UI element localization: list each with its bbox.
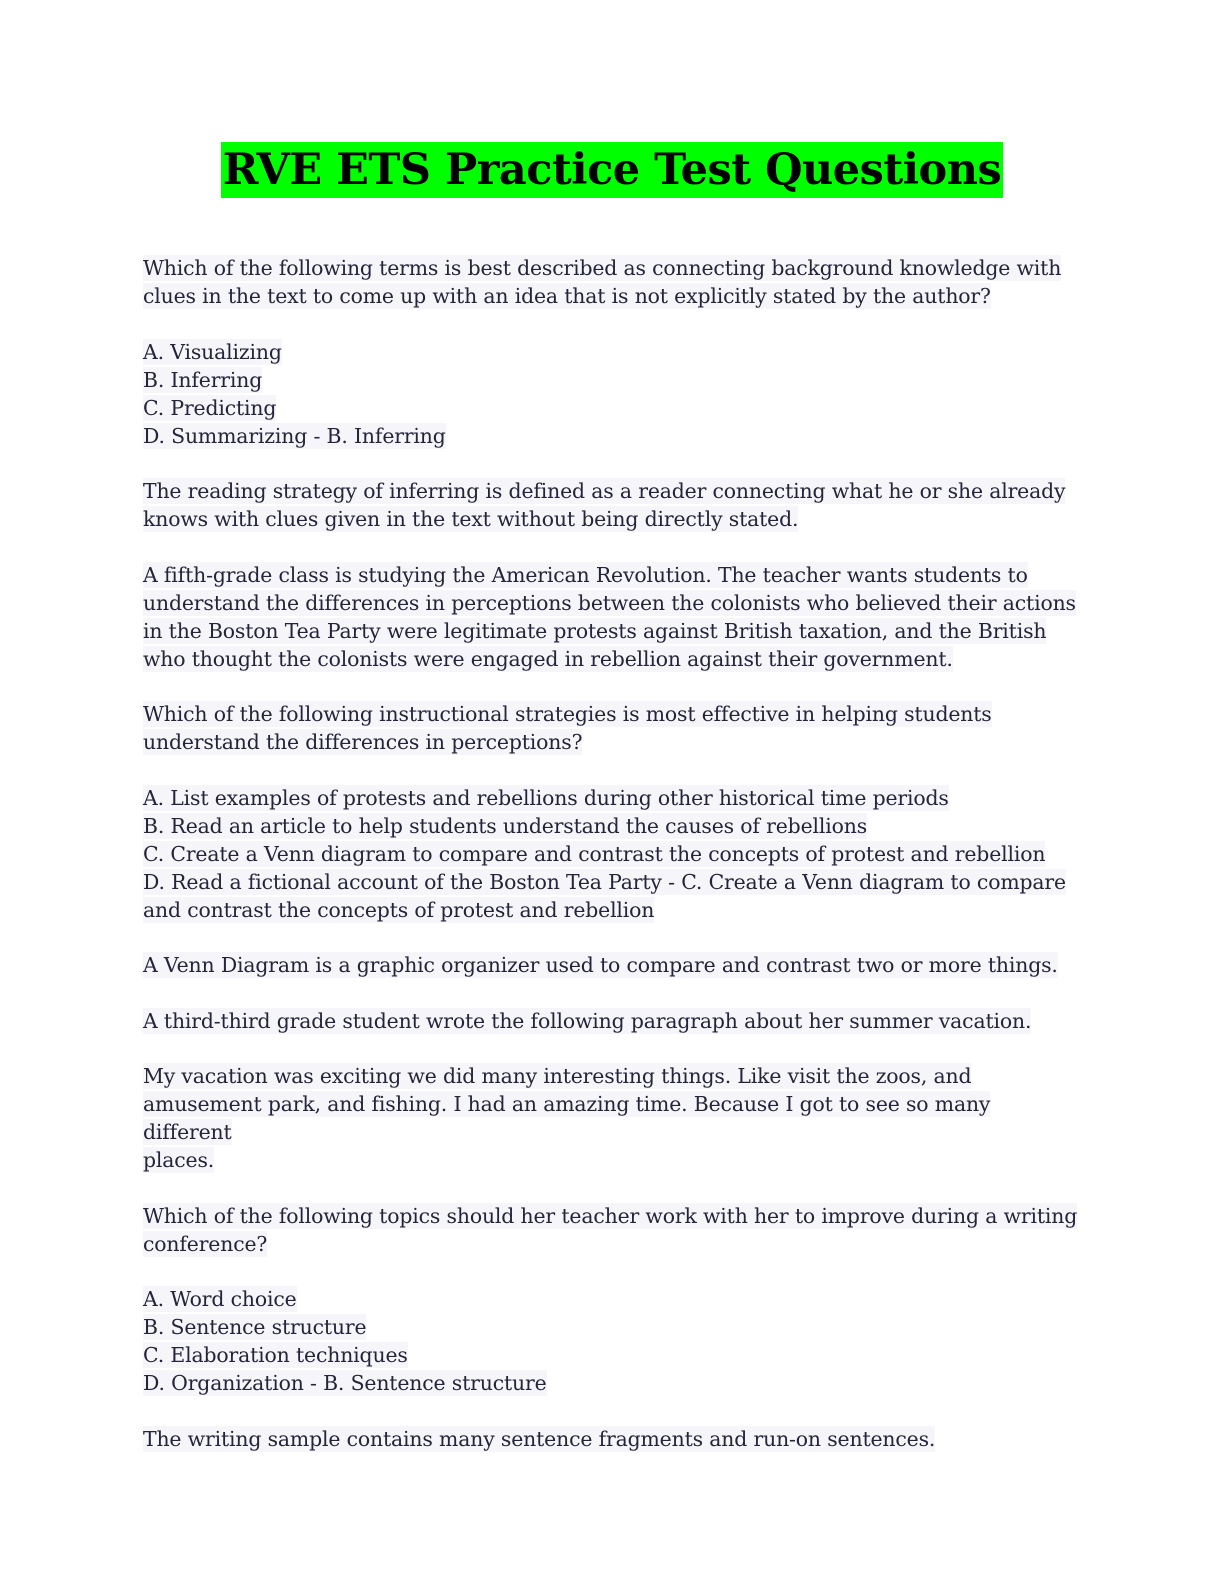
text-line xyxy=(143,645,1083,673)
text-line xyxy=(143,422,1083,450)
text-line xyxy=(143,784,1083,812)
paragraph xyxy=(143,561,1083,673)
text-line xyxy=(143,1090,1083,1146)
text-line xyxy=(143,1285,1083,1313)
text-line-content: A. Word choice xyxy=(143,1287,297,1311)
text-line xyxy=(143,700,1083,728)
text-line-content: C. Predicting xyxy=(143,395,277,420)
text-line xyxy=(143,951,1083,979)
text-line-content: knows with clues given in the text without being directly stated. xyxy=(143,507,799,531)
paragraph xyxy=(143,784,1083,924)
text-line-content: understand the differences in perceptions between the colonists who believed their actions xyxy=(143,590,1076,615)
text-line xyxy=(143,1007,1083,1035)
text-line xyxy=(143,1202,1083,1230)
text-line-content: clues in the text to come up with an idea that is not explicitly stated by the author? xyxy=(143,284,991,308)
text-line-content: A. Visualizing xyxy=(143,339,282,364)
text-line-content: A. List examples of protests and rebellions during other historical time periods xyxy=(143,785,949,810)
text-line xyxy=(143,617,1083,645)
text-line-content: B. Read an article to help students understand the causes of rebellions xyxy=(143,813,868,838)
text-line xyxy=(143,282,1083,310)
paragraph xyxy=(143,254,1083,310)
text-line-content: The reading strategy of inferring is defined as a reader connecting what he or she already xyxy=(143,479,1066,503)
text-line xyxy=(143,338,1083,366)
text-line xyxy=(143,366,1083,394)
text-line-content: Which of the following instructional strategies is most effective in helping students xyxy=(143,702,992,726)
text-line xyxy=(143,505,1083,533)
text-line-content: amusement park, and fishing. I had an amazing time. Because I got to see so many different xyxy=(143,1092,991,1144)
paragraph xyxy=(143,700,1083,756)
text-line xyxy=(143,394,1083,422)
text-line-content: Which of the following topics should her teacher work with her to improve during a writing xyxy=(143,1203,1078,1228)
text-line-content: who thought the colonists were engaged in rebellion against their government. xyxy=(143,646,953,671)
title-container xyxy=(0,142,1224,198)
text-line-content: conference? xyxy=(143,1231,268,1256)
paragraph xyxy=(143,477,1083,533)
text-line-content: Which of the following terms is best described as connecting background knowledge with xyxy=(143,256,1062,280)
text-line xyxy=(143,868,1083,896)
paragraph xyxy=(143,1285,1083,1397)
text-line-content: D. Read a fictional account of the Boston Tea Party - C. Create a Venn diagram to compare xyxy=(143,869,1066,894)
text-line-content: places. xyxy=(143,1148,215,1172)
page-title: RVE ETS Practice Test Questions xyxy=(221,142,1003,198)
text-line-content: understand the differences in perceptions? xyxy=(143,730,583,754)
text-line-content: in the Boston Tea Party were legitimate protests against British taxation, and the British xyxy=(143,618,1047,643)
text-line-content: C. Elaboration techniques xyxy=(143,1343,408,1367)
text-line xyxy=(143,1369,1083,1397)
text-line-content: A third-third grade student wrote the following paragraph about her summer vacation. xyxy=(143,1008,1032,1033)
text-line xyxy=(143,1146,1083,1174)
text-line-content: The writing sample contains many sentence fragments and run-on sentences. xyxy=(143,1426,936,1451)
text-line-content: D. Summarizing - B. Inferring xyxy=(143,423,446,448)
paragraph xyxy=(143,1062,1083,1174)
text-line xyxy=(143,1062,1083,1090)
text-line-content: and contrast the concepts of protest and rebellion xyxy=(143,897,655,922)
text-line-content: A fifth-grade class is studying the American Revolution. The teacher wants students to xyxy=(143,562,1028,587)
text-line xyxy=(143,896,1083,924)
text-line xyxy=(143,1230,1083,1258)
text-line xyxy=(143,1313,1083,1341)
text-line-content: B. Inferring xyxy=(143,367,263,392)
text-line xyxy=(143,477,1083,505)
text-line xyxy=(143,840,1083,868)
text-line xyxy=(143,812,1083,840)
text-line xyxy=(143,728,1083,756)
paragraph xyxy=(143,338,1083,450)
text-line-content: B. Sentence structure xyxy=(143,1315,367,1339)
paragraph xyxy=(143,1007,1083,1035)
text-line-content: My vacation was exciting we did many interesting things. Like visit the zoos, and xyxy=(143,1064,972,1088)
text-line-content: D. Organization - B. Sentence structure xyxy=(143,1371,547,1395)
text-line xyxy=(143,254,1083,282)
text-line xyxy=(143,561,1083,589)
paragraph xyxy=(143,1425,1083,1453)
text-line xyxy=(143,1425,1083,1453)
paragraph xyxy=(143,951,1083,979)
text-line xyxy=(143,1341,1083,1369)
text-line xyxy=(143,589,1083,617)
text-line-content: A Venn Diagram is a graphic organizer used to compare and contrast two or more things. xyxy=(143,953,1058,977)
paragraph xyxy=(143,1202,1083,1258)
text-line-content: C. Create a Venn diagram to compare and contrast the concepts of protest and rebellion xyxy=(143,841,1046,866)
document-body xyxy=(143,254,1083,1480)
